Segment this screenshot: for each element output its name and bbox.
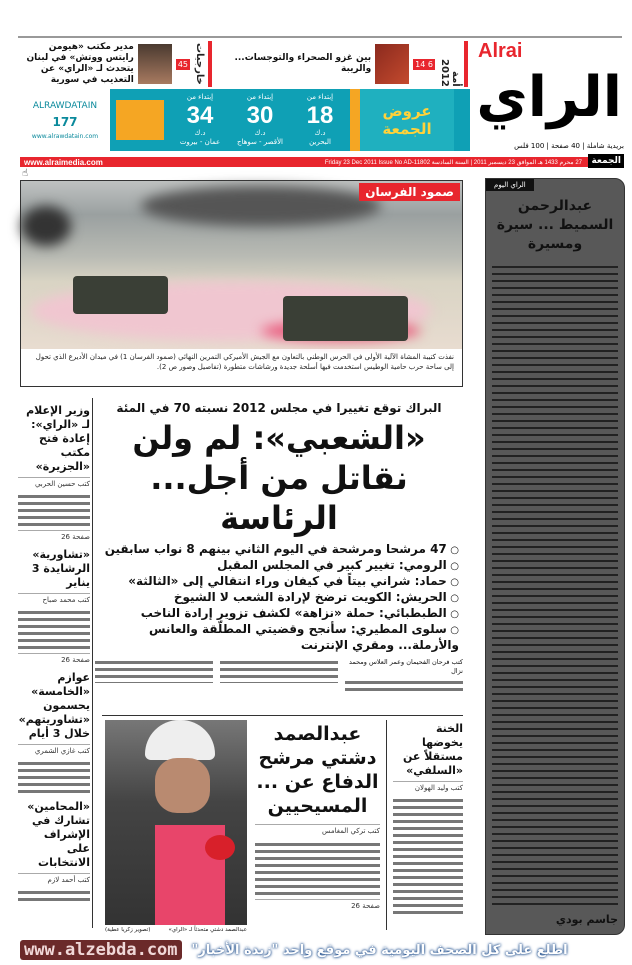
section-rule [102, 715, 463, 716]
issue-date: 27 محرم 1433 هـ الموافق 23 ديسمبر 2011 | السنة السادسة Friday 23 Dec 2011 Issue No AD-11802 [324, 159, 582, 166]
masthead-subline: بريدية شاملة | 40 صفحة | 100 فلس [514, 142, 624, 150]
main-body [95, 658, 463, 692]
ad-brand-name: ALRAWDATAIN [32, 100, 98, 111]
main-story [95, 400, 463, 692]
ad-banner[interactable] [20, 89, 470, 151]
story-byline: كتب وليد الهولان [393, 781, 463, 793]
teaser-tag: خارجيات [194, 43, 205, 85]
masthead-logo [474, 40, 624, 154]
watermark-url: www.alzebda.com [20, 940, 182, 960]
logo-ar: الراي [476, 65, 622, 130]
main-kicker: البراك توقع تغييرا في مجلس 2012 نسبته 70 في المئة [116, 401, 442, 415]
hand-cursor-icon: ☝ [22, 168, 29, 179]
opinion-tag: الراي اليوم [486, 179, 534, 191]
bullet-item: ○ الحريش: الكويت ترضخ لإرادة الشعب لا الشيوخ [95, 590, 459, 606]
photo-label: صمود الفرسان [359, 183, 460, 201]
site-url-link[interactable]: www.alraimedia.com [24, 157, 103, 167]
ad-price: إبتداء من 30 د.ك الأقصر - سوهاج [236, 93, 284, 146]
opinion-title: عبدالرحمن السميط ... سيرة ومسيرة [496, 198, 614, 252]
ad-phone: 177 [52, 114, 78, 129]
dashti-photo [105, 720, 247, 925]
left-story-title[interactable]: «تشاورية» الرشايدة 3 يناير [31, 548, 90, 589]
logo-en: Alrai [478, 40, 523, 62]
page-ref: صفحة 26 [18, 653, 90, 665]
story-title[interactable]: عبدالصمد دشتي مرشح الدفاع عن ... المسيحيين [256, 723, 379, 817]
main-bullets [95, 542, 463, 653]
left-story-byline: كتب غازي الشمري [18, 744, 90, 756]
bullet-item: ○ الرومي: تغيير كبير في المجلس المقبل [95, 558, 459, 574]
column-divider [386, 720, 387, 930]
ad-site: www.alrawdatain.com [31, 132, 99, 140]
left-story-title[interactable]: عوازم «الخامسة» يحسمون «تشاوريتهم» خلال 3 أيام [18, 671, 90, 740]
teaser-pages: 45 [177, 59, 188, 69]
left-story-byline: كتب أحمد لازم [18, 873, 90, 885]
lead-photo[interactable] [20, 180, 463, 387]
teaser-text: بين غزو الصحراء والتوجسات... والريبة [234, 53, 372, 74]
story-byline: كتب تركي المغامس [255, 824, 380, 836]
left-story-title[interactable]: «المحامين» تشارك في الإشراف على الانتخابات [27, 800, 90, 869]
top-rule [18, 36, 622, 38]
bullet-item: ○ حماد: شراني بيتاً في كيفان وراء انتقالي إلى «الثالثة» [95, 574, 459, 590]
opinion-column [485, 178, 625, 935]
photo-credit: (تصوير زكريا عطية) [105, 927, 151, 933]
teaser-thumb-portrait [138, 44, 172, 84]
watermark-slogan: اطلع على كل الصحف اليومية في موقع واحد "زبدة الأخبار" [191, 942, 568, 958]
story-dashti [255, 722, 380, 914]
teaser-tag: أمة 2012 [439, 59, 461, 87]
ad-offer-badge [116, 100, 164, 140]
photo-credits [105, 926, 247, 934]
page-ref: صفحة 26 [255, 899, 380, 911]
left-column [18, 404, 90, 902]
bullet-item: ○ الطبطبائي: حملة «نزاهة» لكشف تزوير إرادة الناخب [95, 606, 459, 622]
story-khanna [393, 722, 463, 916]
main-body-col [95, 658, 213, 683]
ad-price: إبتداء من 34 د.ك عمان - بيروت [179, 93, 221, 146]
teaser-2012[interactable] [218, 41, 468, 87]
main-body-col [345, 678, 463, 692]
tank-photo-image [21, 181, 462, 349]
teaser-pages: 6 14 [415, 59, 433, 69]
bullet-item: ○ سلوى المطيري: سأنجح وقضيتي المطلّقة والعانس والأرملة... ومقري الإنترنت [95, 622, 459, 653]
bullet-item: ○ 47 مرشحا ومرشحة في اليوم الثاني بينهم 8 نواب سابقين [95, 542, 459, 558]
page-ref: صفحة 26 [18, 530, 90, 542]
left-story-title[interactable]: وزير الإعلام لـ «الراي»: إعادة فتح مكتب «الجزيرة» [26, 404, 90, 473]
photo-caption: عبدالصمد دشتي متحدثاً لـ «الراي» [168, 927, 247, 933]
teaser-foreign[interactable] [20, 41, 212, 87]
story-title[interactable]: الخنة يخوضها مستقلاً عن «السلفي» [402, 722, 463, 777]
ad-brand [20, 89, 110, 151]
left-story-byline: كتب محمد صباح [18, 593, 90, 605]
date-bar [20, 157, 624, 167]
teaser-thumb [375, 44, 409, 84]
main-body-col [220, 658, 338, 683]
opinion-body [492, 262, 618, 907]
teaser-text: مدير مكتب «هيومن رايتس ووتش» في لبنان يتحدث لـ «الراي» عن التعذيب في سورية [26, 42, 134, 85]
main-headline[interactable]: «الشعبي»: لم ولن نقاتل من أجل... الرئاسة [132, 419, 426, 537]
ad-title: عروض الجمعة [350, 89, 454, 151]
photo-caption: نفذت كتيبة المشاة الآلية الأولى في الحرس الوطني بالتعاون مع الجيش الأميركي التمرين النهائي (صمود الفرسان 1) في ميدان الأديرع الذي تحول إلى ساحة حرب حامية الوطيس استخدمت فيها أسلحة جديدة ورشاشات متطورة (تفاصيل وصور ص 2). [35, 353, 454, 371]
opinion-author: جاسم بودي [555, 913, 618, 926]
watermark-footer [20, 938, 632, 962]
column-divider [92, 398, 93, 928]
left-story-byline: كتب حسين الحربي [18, 477, 90, 489]
edition-day: الجمعة [588, 154, 624, 168]
main-byline: كتب فرحان الفحيمان وعمر العلاس ومحمد نزال [348, 658, 463, 675]
ad-price: إبتداء من 18 د.ك البحرين [306, 93, 334, 146]
